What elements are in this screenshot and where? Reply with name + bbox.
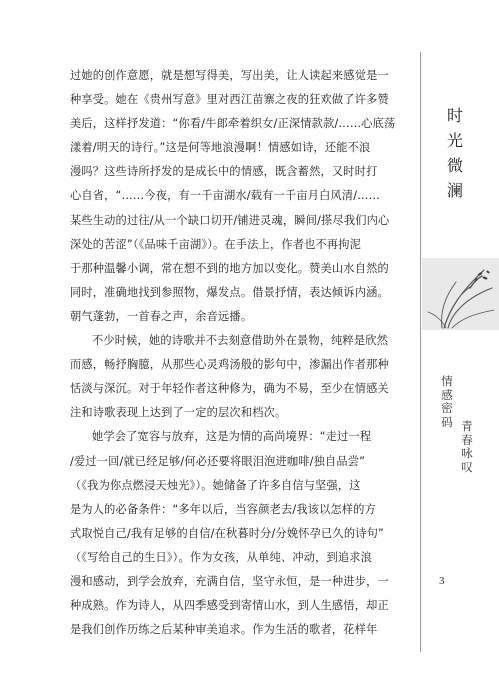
subtitle-char: 春 — [461, 432, 473, 447]
body-line: 种享受。她在《贵州写意》里对西江苗寨之夜的狂欢做了许多赞 — [70, 93, 389, 107]
body-line: /爱过一回/就已经足够/何必还要将眼泪泡进咖啡/独自品尝” — [70, 454, 366, 468]
page-body-text — [70, 64, 407, 642]
body-line: 过她的创作意愿，就是想写得美，写出美，让人读起来感觉是一 — [70, 69, 389, 82]
sidebar-title-char: 微 — [446, 156, 463, 175]
subtitle-char: 感 — [441, 387, 453, 402]
subtitle-char: 码 — [441, 414, 453, 429]
body-line: 某些生动的过往/从一个缺口切开/铺进灵魂，瞬间/搽尽我们内心 — [70, 213, 390, 227]
subtitle-char: 青 — [461, 419, 473, 433]
body-line: 注和诗歌表现上达到了一定的层次和档次。 — [70, 406, 287, 420]
sidebar-title-char: 时 — [446, 106, 463, 125]
subtitle-column-1 — [440, 375, 454, 429]
subtitle-char: 叹 — [461, 459, 473, 474]
body-line: 漾着/明天的诗行。”这是何等地浪漫啊！情感如诗，还能不浪 — [70, 141, 371, 155]
body-line: 朝气蓬勃，一首春之声，余音远播。 — [70, 309, 253, 323]
body-line: 是为人的必备条件：“多年以后，当容颜老去/我该以怎样的方 — [70, 502, 377, 516]
body-line: 心自省，“……今夜，有一千亩湖水/载有一千亩月白风清/…… — [70, 189, 381, 203]
body-line: 漫和感动，到学会放弃，充满自信，坚守永恒，是一种进步，一 — [70, 574, 389, 588]
body-line: （《写给自己的生日》）。作为女孩，从单纯、冲动，到追求浪 — [70, 550, 373, 564]
body-line: 式取悦自己/我有足够的自信/在秋暮时分/分娩怀孕已久的诗句” — [70, 526, 384, 540]
body-line: 是我们创作历练之后某种审美追求。作为生活的歌者，花样年 — [70, 623, 378, 637]
body-line: 不少时候，她的诗歌并不去刻意借助外在景物，纯粹是欣然 — [92, 334, 389, 348]
page-number: 3 — [439, 575, 445, 587]
body-line: 深处的苦涩”（《品味千亩湖》）。在手法上，作者也不再拘泥 — [70, 237, 362, 251]
body-line: 而感，畅抒胸臆，从那些心灵鸡汤般的影句中，渗漏出作者那种 — [70, 358, 389, 372]
subtitle-column-2 — [460, 420, 474, 474]
body-line: 种成熟。作为诗人，从四季感受到寄情山水，到人生感悟，却正 — [70, 599, 389, 613]
body-line: 漫吗？这些诗所抒发的是成长中的情感，既含蓄然，又时时打 — [70, 165, 378, 179]
body-line: （《我为你点燃浸天烛光》）。她储备了许多自信与坚强，这 — [70, 478, 361, 492]
sidebar-title — [440, 103, 470, 203]
body-line: 她学会了宽容与放弃，这是为情的高尚境界：“走过一程 — [92, 430, 372, 444]
body-line: 美后，这样抒发道：“你看/牛郎牵着织女/正深情款款/……心底荡 — [70, 117, 396, 131]
subtitle-char: 情 — [441, 374, 453, 388]
sidebar-title-char: 光 — [446, 131, 463, 150]
column-divider — [420, 52, 421, 652]
orchid-ink-illustration — [422, 258, 499, 330]
sidebar-title-char: 澜 — [446, 181, 463, 200]
body-line: 于那种温馨小调，常在想不到的地方加以变化。赞美山水自然的 — [70, 261, 389, 275]
body-line: 同时，准确地找到参照物，爆发点。借景抒情，表达倾诉内涵。 — [70, 285, 389, 299]
body-line: 恬淡与深沉。对于年轻作者这种修为，确为不易，至少在情感关 — [70, 382, 389, 396]
subtitle-char: 咏 — [461, 446, 473, 460]
subtitle-char: 密 — [441, 401, 453, 415]
